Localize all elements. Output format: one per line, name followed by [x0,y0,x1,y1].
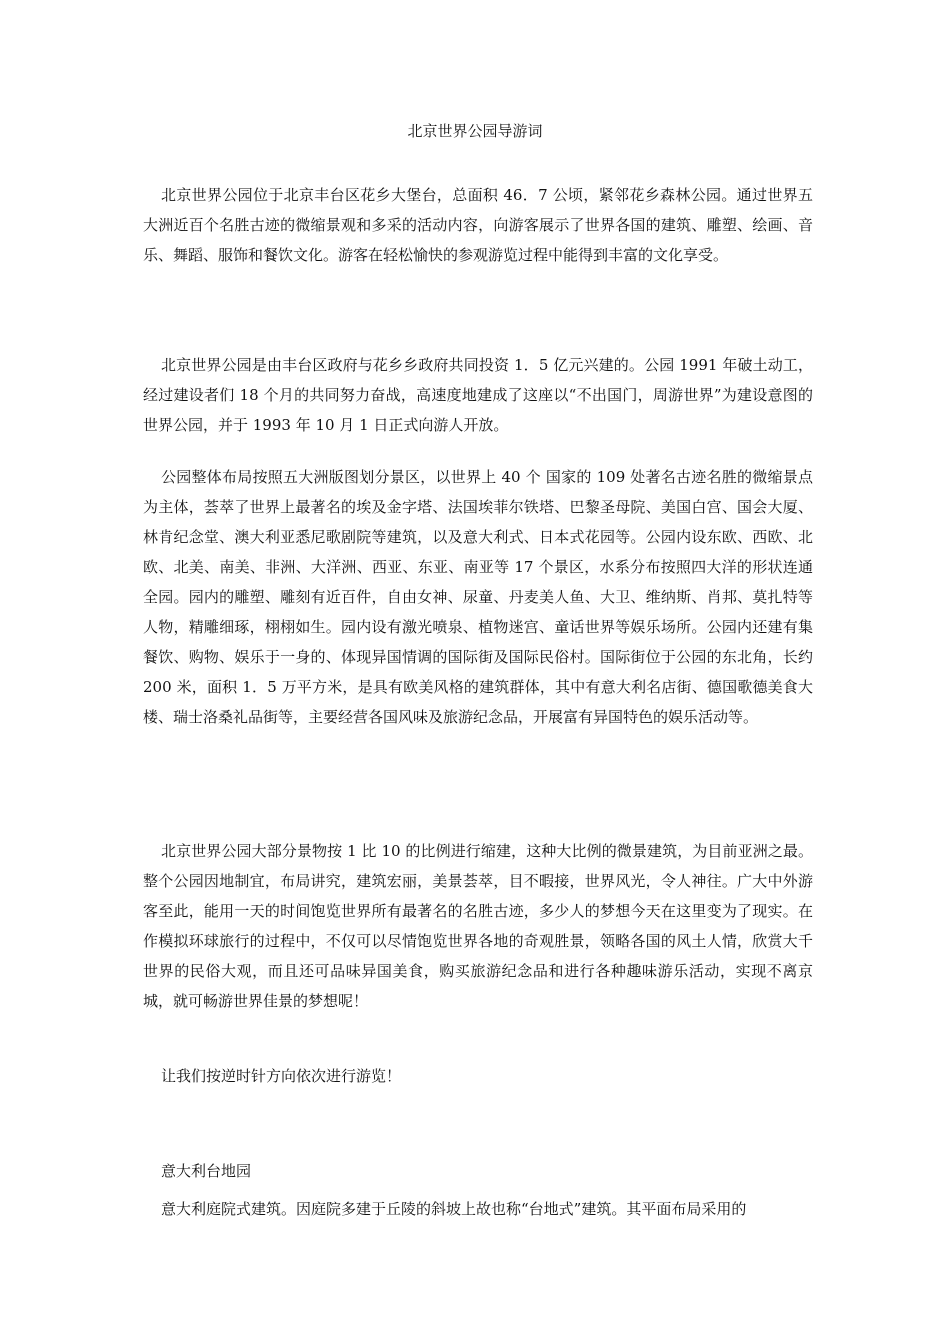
section-paragraph: 意大利庭院式建筑。因庭院多建于丘陵的斜坡上故也称“台地式”建筑。其平面布局采用的 [161,1200,747,1218]
paragraph-intro: 北京世界公园位于北京丰台区花乡大堡台，总面积 46．7 公顷，紧邻花乡森林公园。通过世界五大洲近百个名胜古迹的微缩景观和多采的活动内容，向游客展示了世界各国的建筑、雕塑、绘画、音乐、舞蹈、服饰和餐饮文化。游客在轻松愉快的参观游览过程中能得到丰富的文化享受。 [143,186,813,264]
document-title: 北京世界公园导游词 [407,122,543,140]
paragraph-layout: 公园整体布局按照五大洲版图划分景区，以世界上 40 个 国家的 109 处著名古迹名胜的微缩景点为主体，荟萃了世界上最著名的埃及金字塔、法国埃菲尔铁塔、巴黎圣母院、美国白宫、国会大厦、林肯纪念堂、澳大利亚悉尼歌剧院等建筑，以及意大利式、日本式花园等。公园内设东欧、西欧、北欧、北美、南美、非洲、大洋洲、西亚、东亚、南亚等 17 个景区，水系分布按照四大洋的形状连通全园。园内的雕塑、雕刻有近百件，自由女神、尿童、丹麦美人鱼、大卫、维纳斯、肖邦、莫扎特等人物，精雕细琢，栩栩如生。园内设有激光喷泉、植物迷宫、童话世界等娱乐场所。公园内还建有集餐饮、购物、娱乐于一身的、体现异国情调的国际街及国际民俗村。国际街位于公园的东北角，长约 200 米，面积 1．5 万平方米，是具有欧美风格的建筑群体，其中有意大利名店街、德国歌德美食大楼、瑞士洛桑礼品街等，主要经营各国风味及旅游纪念品，开展富有异国特色的娱乐活动等。 [143,468,813,726]
paragraph-investment: 北京世界公园是由丰台区政府与花乡乡政府共同投资 1．5 亿元兴建的。公园 1991 年破土动工，经过建设者们 18 个月的共同努力奋战，高速度地建成了这座以“不出国门，周游世界”为建设意图的世界公园，并于 1993 年 10 月 1 日正式向游人开放。 [143,356,813,434]
section-heading: 意大利台地园 [161,1162,252,1180]
paragraph-scale: 北京世界公园大部分景物按 1 比 10 的比例进行缩建，这种大比例的微景建筑，为目前亚洲之最。整个公园因地制宜，布局讲究，建筑宏丽，美景荟萃，目不暇接，世界风光，令人神往。广大中外游客至此，能用一天的时间饱览世界所有最著名的名胜古迹，多少人的梦想今天在这里变为了现实。在作模拟环球旅行的过程中，不仅可以尽情饱览世界各地的奇观胜景，领略各国的风土人情，欣赏大千世界的民俗大观，而且还可品味异国美食，购买旅游纪念品和进行各种趣味游乐活动，实现不离京城，就可畅游世界佳景的梦想呢！ [143,842,813,1010]
paragraph-tour-start: 让我们按逆时针方向依次进行游览！ [161,1067,402,1085]
